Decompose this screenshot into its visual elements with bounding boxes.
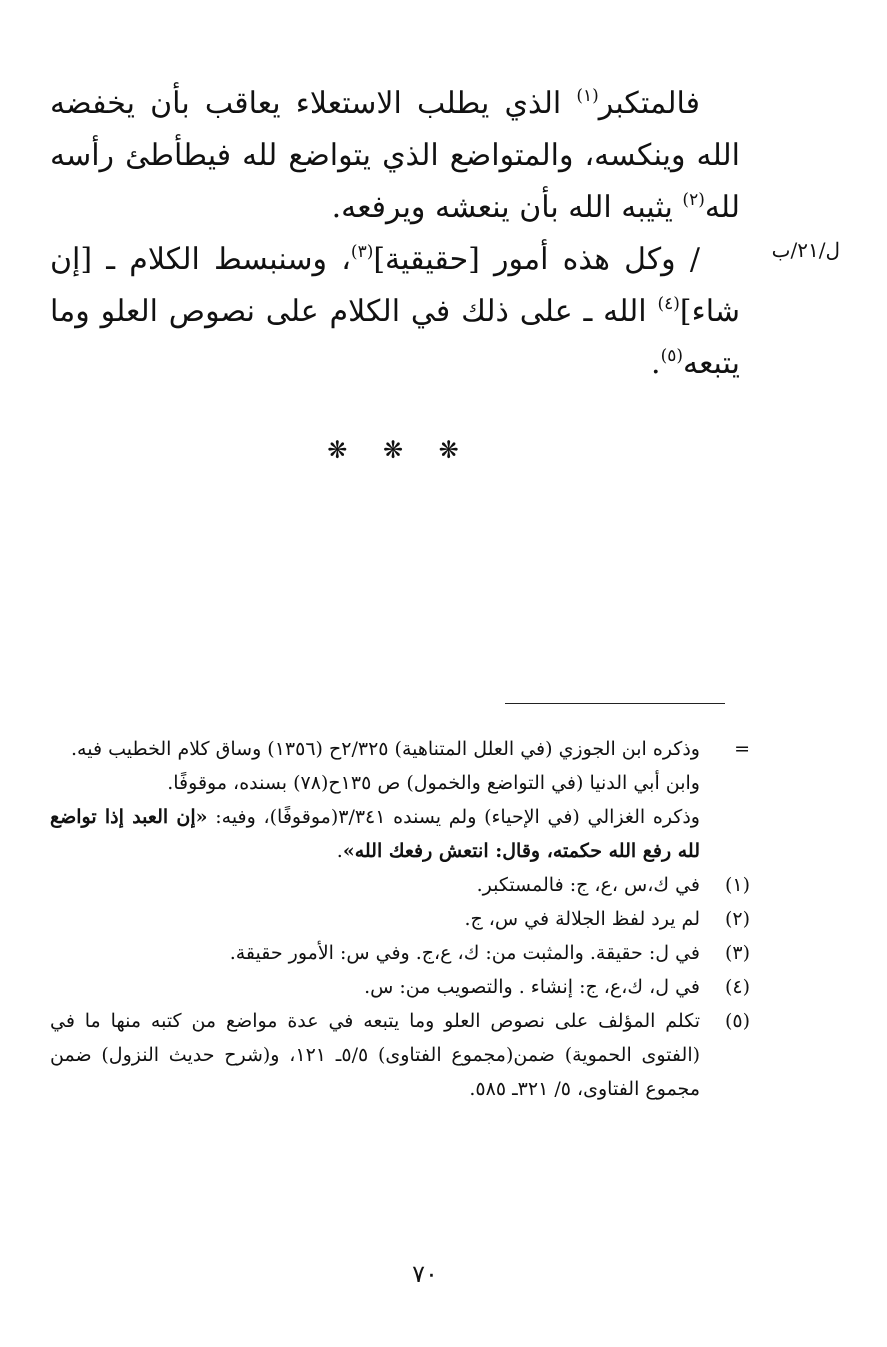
para1-text-a: فالمتكبر: [598, 86, 700, 121]
footnotes-section: [50, 732, 750, 1106]
footnote-number: (٢): [724, 908, 750, 930]
footnote-item: [50, 1004, 750, 1106]
continuation-line-3: وذكره الغزالي (في الإحياء) ولم يسنده ٣/٣٤١(موقوفًا)، وفيه:: [207, 806, 700, 828]
para1-text-b: الذي يطلب الاستعلاء يعاقب بأن يخفضه الله وينكسه، والمتواضع الذي يتواضع لله فيطأطئ رأسه لله: [50, 86, 740, 225]
continuation-quote: «إن العبد إذا تواضع لله رفع الله حكمته، وقال: انتعش رفعك الله»: [50, 806, 700, 862]
para2-text-a: / وكل هذه أمور [حقيقية]: [373, 242, 700, 277]
para2-text-c: الله ـ على ذلك في الكلام على نصوص العلو وما يتبعه: [50, 294, 740, 381]
continuation-line-1: وذكره ابن الجوزي (في العلل المتناهية) ٢/٣٢٥ح (١٣٥٦) وساق كلام الخطيب فيه.: [71, 738, 700, 760]
footnote-divider: [505, 703, 725, 704]
footnote-item: [50, 970, 750, 1004]
footnote-text: لم يرد لفظ الجلالة في س، ج.: [464, 908, 700, 930]
footnote-ref-4: (٤): [657, 294, 680, 314]
manuscript-margin-reference: ل/٢١/ب: [771, 238, 840, 262]
footnote-text: تكلم المؤلف على نصوص العلو وما يتبعه في عدة مواضع من كتبه منها ما في (الفتوى الحموية) ضمن(مجموع الفتاوى) ٥/٥ـ ١٢١، و(شرح حديث النزول) ضمن مجموع الفتاوى، ٥/ ٣٢١ـ ٥٨٥.: [50, 1010, 701, 1100]
para1-text-c: يثيبه الله بأن ينعشه ويرفعه.: [331, 190, 683, 225]
footnote-ref-1: (١): [576, 86, 599, 106]
footnote-number: (١): [724, 874, 750, 896]
footnote-item: [50, 902, 750, 936]
footnote-number: (٥): [724, 1010, 750, 1032]
footnote-item: [50, 868, 750, 902]
page-number: ٧٠: [412, 1260, 438, 1288]
para2-text-b: ، وسنبسط الكلام ـ [إن شاء]: [50, 242, 740, 329]
main-text: [50, 78, 740, 390]
footnote-ref-2: (٢): [682, 190, 705, 210]
footnote-number: (٤): [724, 976, 750, 998]
section-separator: ❋ ❋ ❋: [327, 436, 473, 464]
paragraph-1: [50, 78, 740, 234]
footnote-ref-5: (٥): [660, 346, 683, 366]
footnote-number: (٣): [724, 942, 750, 964]
footnote-item: [50, 936, 750, 970]
footnote-text: في ل: حقيقة. والمثبت من: ك، ع،ج. وفي س: الأمور حقيقة.: [229, 942, 700, 964]
footnote-ref-3: (٣): [350, 242, 374, 262]
paragraph-2: [50, 234, 740, 390]
continuation-end: .: [336, 840, 343, 862]
para2-text-d: .: [651, 346, 661, 381]
continuation-mark: =: [734, 738, 750, 760]
footnote-text: في ل، ك،ع، ج: إنشاء . والتصويب من: س.: [364, 976, 700, 998]
continuation-line-2: وابن أبي الدنيا (في التواضع والخمول) ص ١٣٥ح(٧٨) بسنده، موقوفًا.: [167, 772, 700, 794]
footnote-continuation: [50, 732, 750, 868]
footnote-text: في ك،س ،ع، ج: فالمستكبر.: [476, 874, 700, 896]
